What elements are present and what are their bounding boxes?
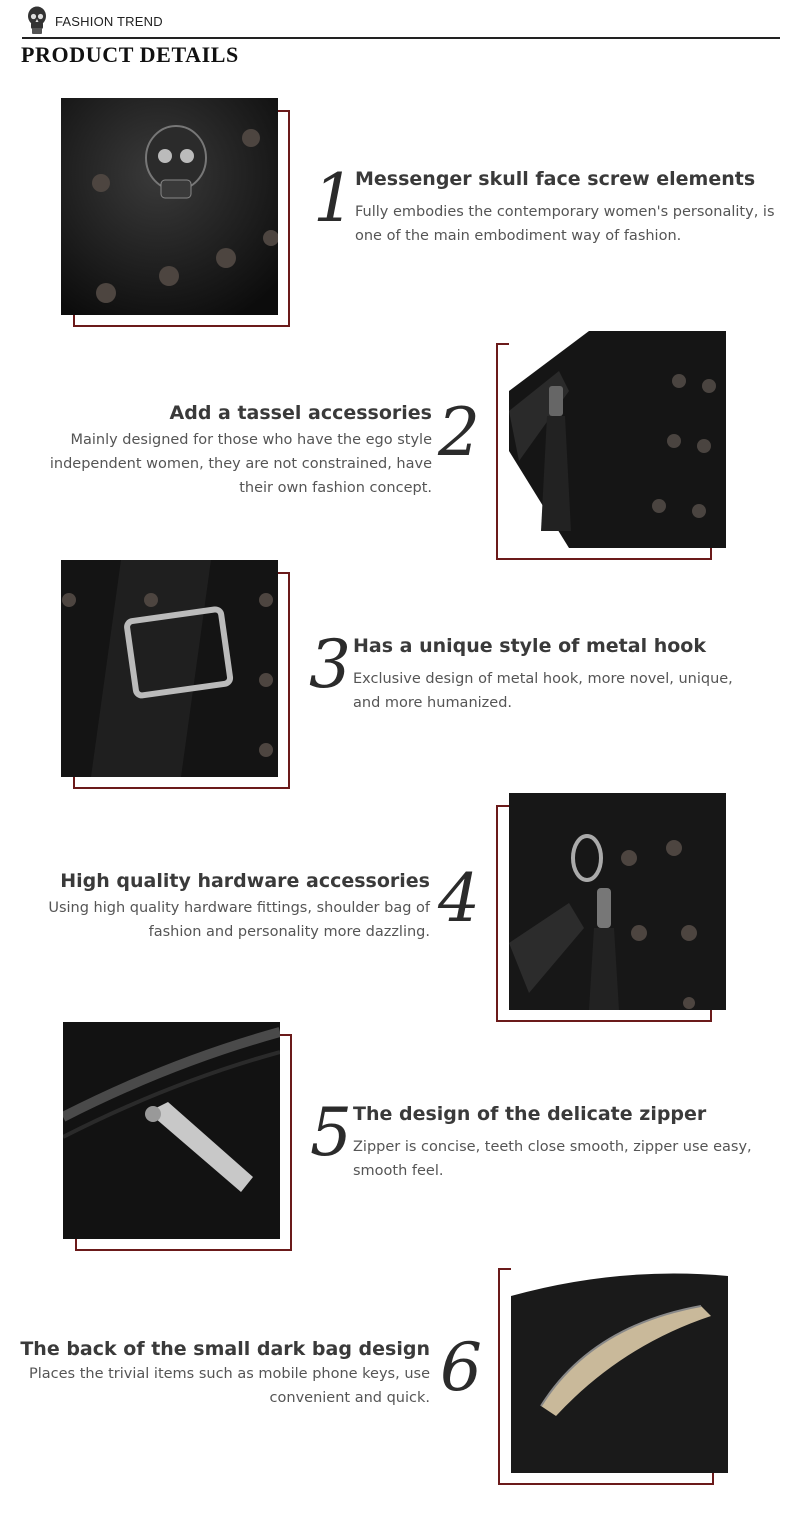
page-title: PRODUCT DETAILS <box>21 42 239 67</box>
product-photo-skull-studs <box>61 98 278 315</box>
feature-number: 3 <box>309 626 351 703</box>
feature-title: Add a tassel accessories <box>169 402 432 424</box>
brand-name: FASHION TREND <box>55 14 163 29</box>
product-photo-tassel <box>509 331 726 548</box>
header <box>22 6 780 38</box>
feature-description: Zipper is concise, teeth close smooth, zipper use easy, smooth feel. <box>353 1139 752 1179</box>
feature-description: Fully embodies the contemporary women's personality, is one of the main embodiment way of fashion. <box>355 204 775 244</box>
feature-title: Has a unique style of metal hook <box>353 635 706 657</box>
feature-description: Exclusive design of metal hook, more novel, unique, and more humanized. <box>353 671 733 711</box>
feature-number: 4 <box>438 860 480 937</box>
header-divider <box>22 37 780 39</box>
feature-number: 5 <box>310 1094 352 1171</box>
skull-icon <box>26 6 48 36</box>
product-photo-back-pocket <box>511 1256 728 1473</box>
product-photo-hardware <box>509 793 726 1010</box>
feature-title: High quality hardware accessories <box>60 870 430 892</box>
feature-title: The design of the delicate zipper <box>353 1103 707 1125</box>
product-photo-zipper <box>63 1022 280 1239</box>
feature-number: 2 <box>438 394 480 471</box>
feature-number: 6 <box>440 1329 482 1406</box>
feature-number: 1 <box>313 160 355 237</box>
feature-title: The back of the small dark bag design <box>20 1338 430 1360</box>
feature-description: Mainly designed for those who have the ego style independent women, they are not constrained, have their own fashion concept. <box>49 432 432 496</box>
feature-description: Using high quality hardware fittings, shoulder bag of fashion and personality more dazzling. <box>48 900 430 940</box>
product-photo-metal-hook <box>61 560 278 777</box>
feature-title: Messenger skull face screw elements <box>355 168 756 190</box>
feature-description: Places the trivial items such as mobile phone keys, use convenient and quick. <box>28 1366 430 1406</box>
